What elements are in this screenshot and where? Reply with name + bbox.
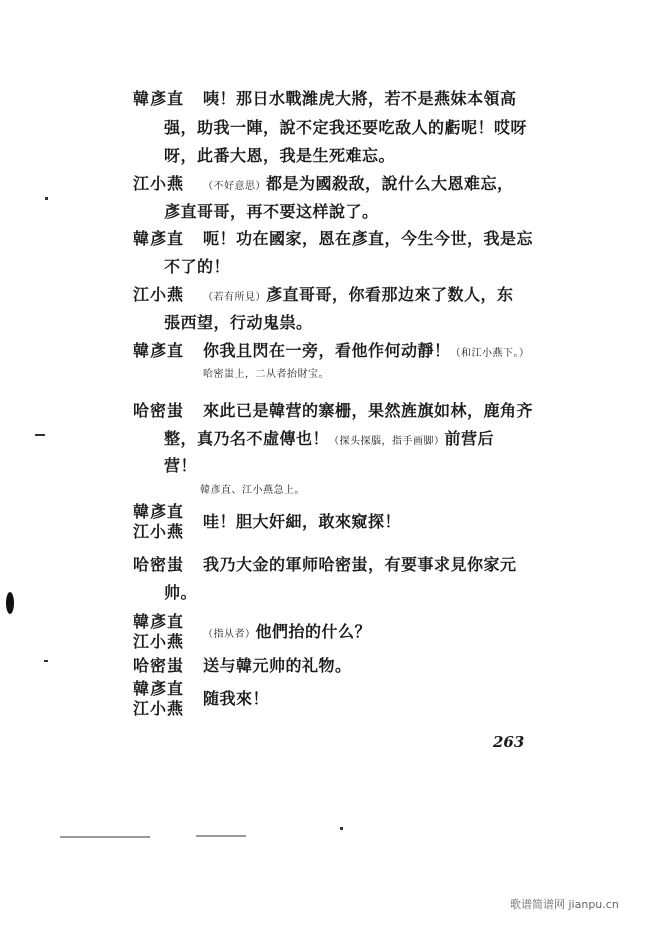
dialogue-continuation [164, 429, 494, 452]
speaker-name: 韓彥直 [133, 89, 185, 108]
dialogue-text: 我乃大金的軍师哈密蚩，有要事求見你家元 [203, 555, 517, 574]
dialogue-text: 帅。 [164, 583, 198, 602]
dialogue-text: 送与韓元帅的礼物。 [203, 656, 352, 675]
speaker-name: 韓彥直 [133, 679, 185, 698]
stage-direction: 哈密蚩上，二从者抬財宝。 [203, 369, 329, 380]
stage-direction-inline: （若有所見） [203, 292, 266, 303]
stage-direction-inline: （指从者） [203, 629, 256, 640]
speaker-name: 韓彥直 [133, 502, 185, 521]
scan-mark [44, 660, 48, 662]
speaker-name: 江小燕 [133, 699, 185, 718]
dialogue-text: 他們抬的什么？ [255, 622, 372, 641]
dialogue-text: 强，助我一陣，說不定我还要吃敌人的虧呢！哎呀 [164, 118, 528, 137]
watermark: 歌谱简谱网 jianpu.cn [510, 898, 619, 911]
dialogue-text: 不了的！ [164, 257, 231, 276]
dialogue-line [203, 229, 533, 249]
dialogue-continuation [164, 583, 197, 603]
speaker-name: 江小燕 [133, 632, 185, 651]
dialogue-line [203, 174, 514, 197]
speaker-name: 江小燕 [133, 522, 185, 541]
dialogue-text: 哇！胆大奸細，敢來窥探！ [203, 512, 402, 531]
dialogue-line [203, 341, 530, 364]
dialogue-text: 來此已是韓营的寨栅，果然旌旗如林，鹿角齐 [203, 401, 534, 420]
dialogue-continuation [164, 146, 395, 166]
scan-mark [45, 197, 48, 200]
dialogue-line [203, 555, 517, 575]
speaker-name: 韓彥直 [133, 612, 185, 631]
dialogue-text: 咦！那日水戰潍虎大將，若不是燕妹本領高 [203, 89, 517, 108]
stage-direction-inline: （不好意思） [203, 181, 266, 192]
dialogue-text: 呀，此番大恩，我是生死难忘。 [164, 146, 396, 165]
dialogue-line [203, 622, 371, 645]
speaker-name: 哈密蚩 [133, 401, 185, 420]
dialogue-continuation [164, 202, 379, 222]
scan-mark [6, 592, 14, 614]
dialogue-line [203, 656, 352, 676]
dialogue-text: 前营后 [444, 429, 495, 448]
dialogue-text: 呃！功在國家，恩在彥直，今生今世，我是忘 [203, 229, 534, 248]
stage-direction: 韓彥直、江小燕急上。 [200, 485, 305, 496]
dialogue-line [203, 285, 514, 308]
dialogue-text: 营！ [164, 456, 198, 475]
dialogue-line [203, 401, 533, 421]
dialogue-text: 張西望，行动鬼祟。 [164, 313, 313, 332]
dialogue-text: 彥直哥哥，再不要这样說了。 [164, 202, 379, 221]
speaker-name: 江小燕 [133, 285, 185, 304]
speaker-name: 哈密蚩 [133, 555, 185, 574]
stage-direction-inline: （和江小燕下。） [450, 348, 530, 359]
dialogue-line [203, 689, 269, 709]
dialogue-text: 你我且閃在一旁，看他作何动靜！ [203, 341, 451, 360]
dialogue-text: 都是为國殺敌，說什么大恩难忘， [266, 174, 514, 193]
page-number: 263 [493, 733, 525, 751]
dialogue-text: 彥直哥哥，你看那边來了数人，东 [266, 285, 514, 304]
scan-mark [60, 836, 150, 838]
speaker-name: 韓彥直 [133, 229, 185, 248]
speaker-name: 江小燕 [133, 174, 185, 193]
dialogue-text: 整，真乃名不虛傳也！ [164, 429, 330, 448]
stage-direction-inline: （探头探腦，指手画脚） [329, 436, 445, 447]
speaker-name: 哈密蚩 [133, 656, 185, 675]
scan-mark [196, 835, 246, 837]
speaker-name: 韓彥直 [133, 341, 185, 360]
dialogue-line [203, 512, 401, 532]
scan-mark [35, 434, 45, 436]
scan-mark [340, 827, 343, 830]
dialogue-continuation [164, 456, 197, 476]
dialogue-text: 随我來！ [203, 689, 270, 708]
dialogue-continuation [164, 118, 527, 138]
dialogue-continuation [164, 313, 313, 333]
dialogue-line [203, 89, 517, 109]
dialogue-continuation [164, 257, 230, 277]
